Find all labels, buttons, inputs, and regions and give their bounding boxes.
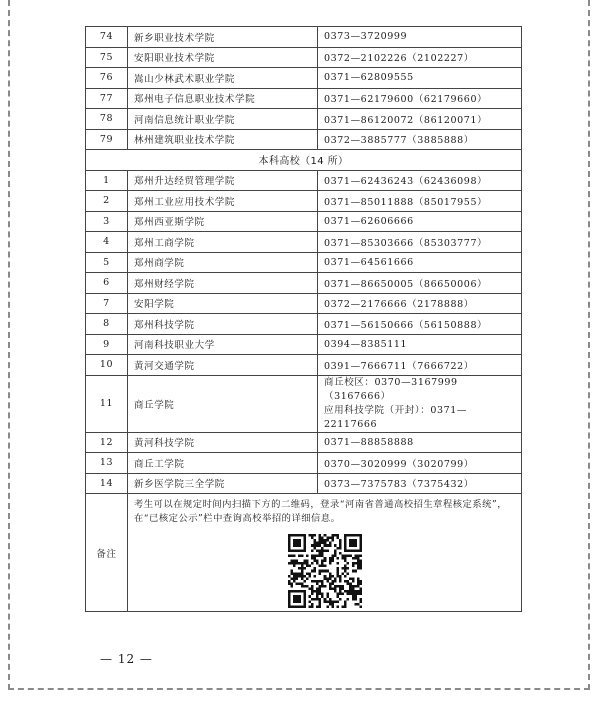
phone-number: 0371—88858888 — [318, 432, 522, 453]
row-number: 5 — [86, 252, 128, 273]
table-row — [86, 273, 522, 294]
table-row — [86, 47, 522, 68]
college-contact-table — [85, 26, 522, 612]
college-name: 新乡职业技术学院 — [128, 27, 318, 48]
table-row — [86, 232, 522, 253]
row-number: 74 — [86, 27, 128, 48]
section-title: 本科高校（14 所） — [86, 150, 522, 171]
row-number: 9 — [86, 334, 128, 355]
table-row — [86, 355, 522, 376]
phone-number: 0370—3020999（3020799） — [318, 453, 522, 474]
table-row — [86, 129, 522, 150]
row-number: 10 — [86, 355, 128, 376]
phone-number: 0371—86650005（86650006） — [318, 273, 522, 294]
phone-number — [318, 375, 522, 432]
row-number: 77 — [86, 88, 128, 109]
row-number: 2 — [86, 191, 128, 212]
phone-number: 0371—86120072（86120071） — [318, 109, 522, 130]
row-number: 4 — [86, 232, 128, 253]
qr-code-icon[interactable] — [288, 534, 362, 608]
college-name: 黄河科技学院 — [128, 432, 318, 453]
phone-number: 0371—62436243（62436098） — [318, 170, 522, 191]
college-name: 河南信息统计职业学院 — [128, 109, 318, 130]
row-number: 8 — [86, 314, 128, 335]
table-row — [86, 88, 522, 109]
page-number: — 12 — — [100, 652, 153, 666]
college-name: 商丘学院 — [128, 375, 318, 432]
phone-number: 0371—56150666（56150888） — [318, 314, 522, 335]
remark-label: 备注 — [86, 494, 128, 612]
college-name: 郑州升达经贸管理学院 — [128, 170, 318, 191]
college-name: 商丘工学院 — [128, 453, 318, 474]
section-header-row — [86, 150, 522, 171]
table-row — [86, 211, 522, 232]
college-name: 安阳学院 — [128, 293, 318, 314]
table-row — [86, 27, 522, 48]
table-row — [86, 334, 522, 355]
row-number: 75 — [86, 47, 128, 68]
college-name: 安阳职业技术学院 — [128, 47, 318, 68]
table-row — [86, 453, 522, 474]
college-name: 新乡医学院三全学院 — [128, 473, 318, 494]
table-row — [86, 432, 522, 453]
remark-cell — [128, 494, 522, 612]
college-name: 郑州商学院 — [128, 252, 318, 273]
phone-line-kaifeng: 应用科技学院（开封）：0371—22117666 — [324, 404, 468, 430]
college-name: 郑州工业应用技术学院 — [128, 191, 318, 212]
phone-number: 0371—62809555 — [318, 68, 522, 89]
phone-number: 0371—85303666（85303777） — [318, 232, 522, 253]
phone-number: 0373—3720999 — [318, 27, 522, 48]
table-row — [86, 68, 522, 89]
phone-number: 0372—2102226（2102227） — [318, 47, 522, 68]
phone-number: 0391—7666711（7666722） — [318, 355, 522, 376]
row-number: 6 — [86, 273, 128, 294]
row-number: 7 — [86, 293, 128, 314]
college-name: 郑州财经学院 — [128, 273, 318, 294]
remark-text: 考生可以在规定时间内扫描下方的二维码，登录“河南省普通高校招生章程核定系统”，在“已核定公示”栏中查询高校举招的详细信息。 — [134, 499, 507, 524]
table-row — [86, 293, 522, 314]
college-name: 郑州西亚斯学院 — [128, 211, 318, 232]
phone-number: 0371—62606666 — [318, 211, 522, 232]
phone-number: 0371—85011888（85017955） — [318, 191, 522, 212]
college-name: 郑州科技学院 — [128, 314, 318, 335]
phone-number: 0371—62179600（62179660） — [318, 88, 522, 109]
row-number: 3 — [86, 211, 128, 232]
table-row — [86, 109, 522, 130]
college-name: 嵩山少林武术职业学院 — [128, 68, 318, 89]
row-number: 78 — [86, 109, 128, 130]
college-name: 郑州工商学院 — [128, 232, 318, 253]
phone-number: 0372—2176666（2178888） — [318, 293, 522, 314]
phone-line-shangqiu: 商丘校区：0370—3167999（3167666） — [324, 376, 458, 402]
row-number: 1 — [86, 170, 128, 191]
phone-number: 0394—8385111 — [318, 334, 522, 355]
row-number: 76 — [86, 68, 128, 89]
table-row — [86, 473, 522, 494]
row-number: 79 — [86, 129, 128, 150]
table-row — [86, 314, 522, 335]
table-row — [86, 191, 522, 212]
college-name: 黄河交通学院 — [128, 355, 318, 376]
row-number: 14 — [86, 473, 128, 494]
phone-number: 0372—3885777（3885888） — [318, 129, 522, 150]
row-number: 11 — [86, 375, 128, 432]
table-row — [86, 170, 522, 191]
remark-row — [86, 494, 522, 612]
table-row — [86, 252, 522, 273]
phone-number: 0373—7375783（7375432） — [318, 473, 522, 494]
college-name: 河南科技职业大学 — [128, 334, 318, 355]
table-row — [86, 375, 522, 432]
college-name: 郑州电子信息职业技术学院 — [128, 88, 318, 109]
row-number: 12 — [86, 432, 128, 453]
row-number: 13 — [86, 453, 128, 474]
college-name: 林州建筑职业技术学院 — [128, 129, 318, 150]
phone-number: 0371—64561666 — [318, 252, 522, 273]
